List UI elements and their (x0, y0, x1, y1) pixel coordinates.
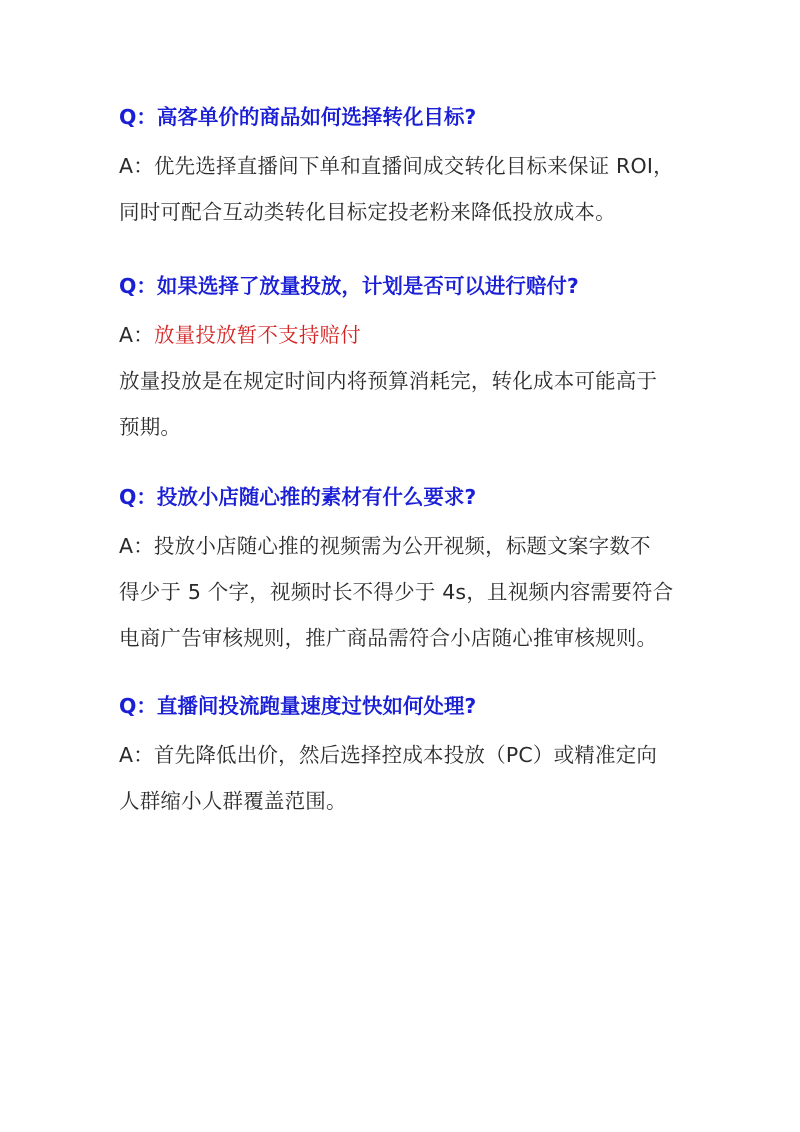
answer-line: 预期。 (119, 415, 182, 439)
answer-prefix: A： (119, 323, 154, 347)
answer-line: A：首先降低出价，然后选择控成本投放（PC）或精准定向 (119, 743, 658, 767)
answer-line: A：优先选择直播间下单和直播间成交转化目标来保证 ROI， (119, 154, 674, 178)
answer-text (119, 312, 689, 450)
answer-line: 同时可配合互动类转化目标定投老粉来降低投放成本。 (119, 200, 616, 224)
answer-line-highlight (119, 312, 689, 358)
question-heading: Q：直播间投流跑量速度过快如何处理? (119, 694, 477, 718)
qa-item (119, 483, 689, 661)
question-heading: Q：高客单价的商品如何选择转化目标? (119, 105, 477, 129)
answer-text (119, 732, 689, 824)
question-heading: Q：投放小店随心推的素材有什么要求? (119, 485, 477, 509)
qa-item (119, 272, 689, 450)
answer-line: A：投放小店随心推的视频需为公开视频，标题文案字数不 (119, 534, 651, 558)
question-heading: Q：如果选择了放量投放，计划是否可以进行赔付? (119, 274, 579, 298)
answer-line: 得少于 5 个字，视频时长不得少于 4s，且视频内容需要符合 (119, 580, 674, 604)
answer-line: 放量投放是在规定时间内将预算消耗完，转化成本可能高于 (119, 369, 658, 393)
answer-text (119, 523, 689, 661)
answer-line: 电商广告审核规则，推广商品需符合小店随心推审核规则。 (119, 626, 658, 650)
qa-item (119, 103, 689, 235)
qa-item (119, 692, 689, 824)
answer-text (119, 143, 689, 235)
answer-highlight: 放量投放暂不支持赔付 (153, 323, 361, 347)
answer-line: 人群缩小人群覆盖范围。 (119, 789, 347, 813)
